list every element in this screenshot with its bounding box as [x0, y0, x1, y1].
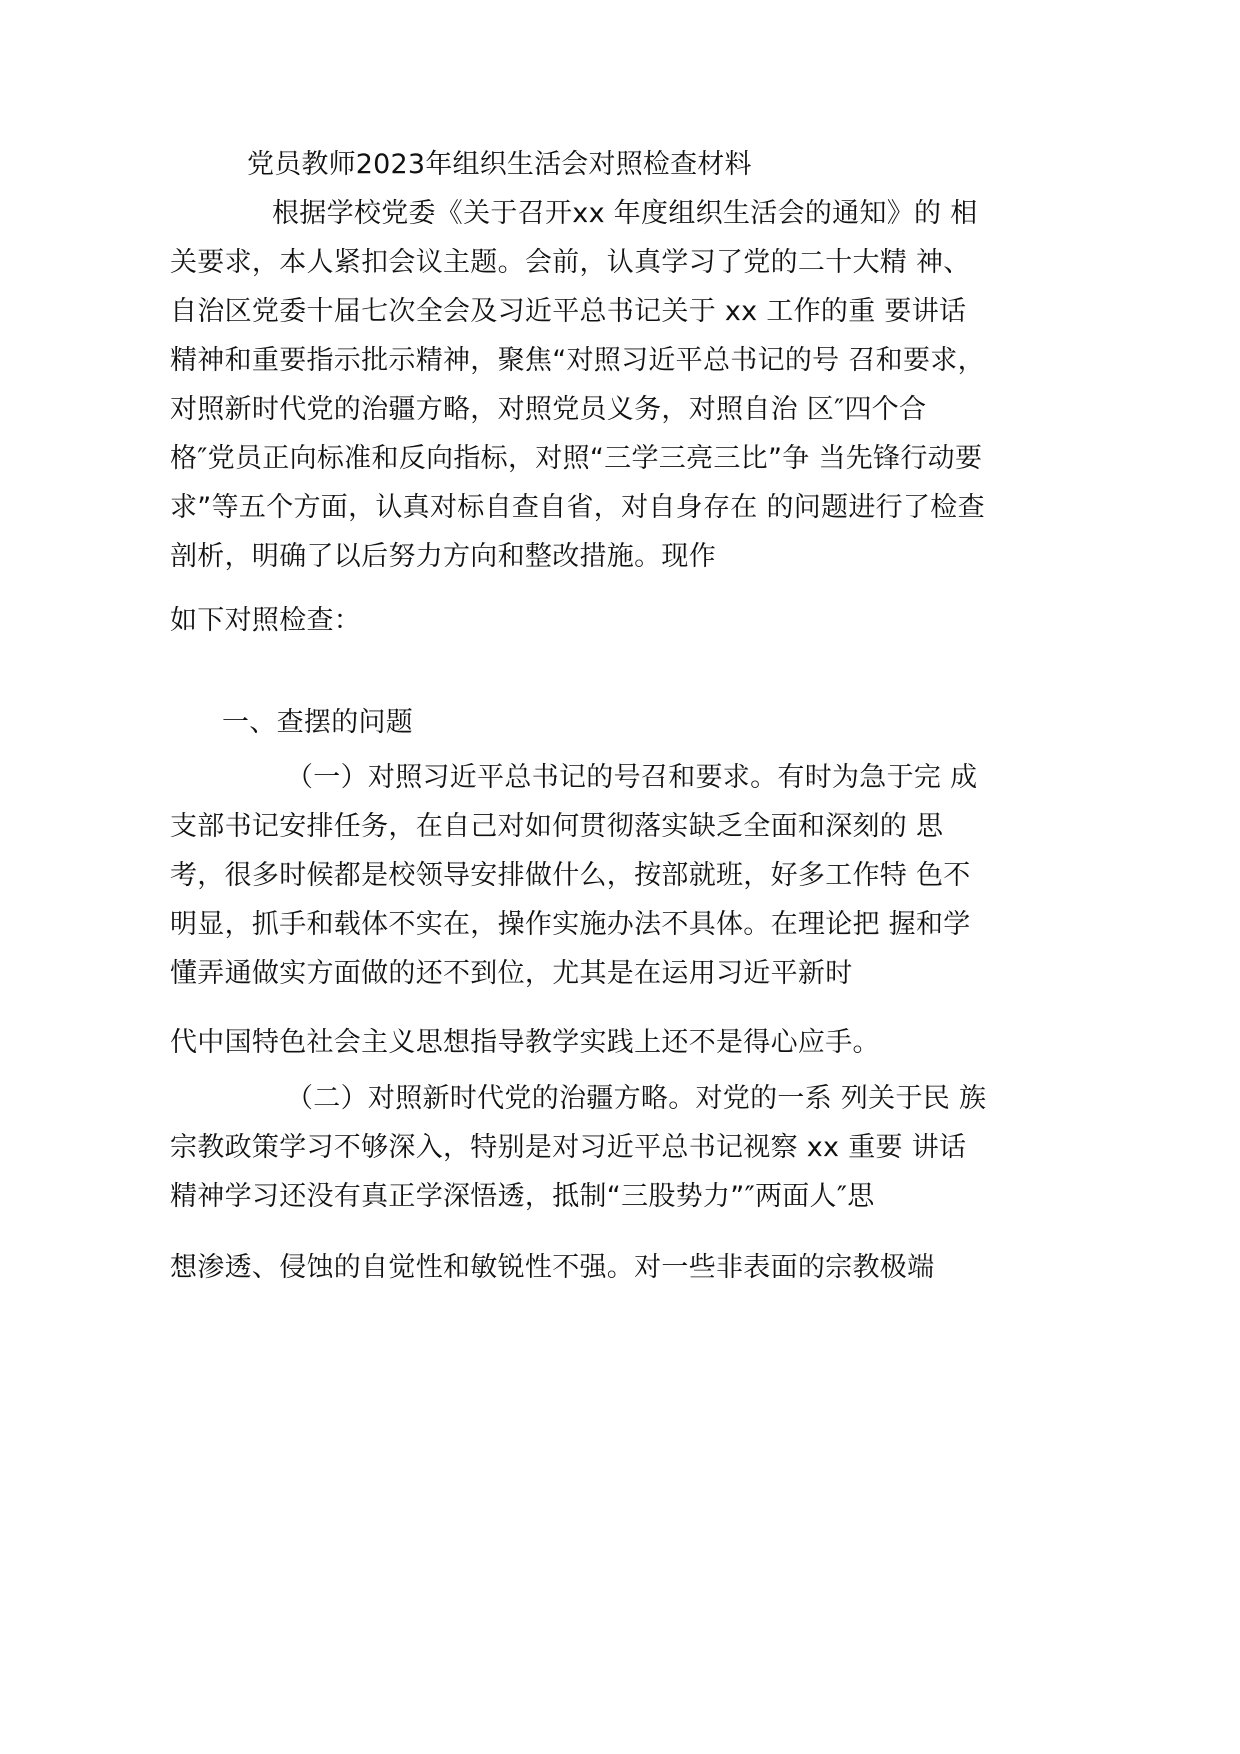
- document-title: 党员教师2023年组织生活会对照检查材料: [247, 149, 752, 180]
- paragraph-1-line-1: 根据学校党委《关于召开xx 年度组织生活会的通知》的 相: [272, 198, 978, 229]
- paragraph-1-line-7: 求”等五个方面，认真对标自查自省，对自身存在 的问题进行了检查: [170, 492, 985, 523]
- paragraph-3-line-3: 考，很多时候都是校领导安排做什么，按部就班，好多工作特 色不: [170, 860, 971, 891]
- paragraph-4-line-1: 代中国特色社会主义思想指导教学实践上还不是得心应手。: [170, 1027, 880, 1058]
- paragraph-1-line-4: 精神和重要指示批示精神，聚焦“对照习近平总书记的号 召和要求，: [170, 345, 985, 376]
- paragraph-5-line-1: （二）对照新时代党的治疆方略。对党的一系 列关于民 族: [286, 1083, 987, 1114]
- paragraph-3-line-1: （一）对照习近平总书记的号召和要求。有时为急于完 成: [286, 762, 978, 793]
- paragraph-5-line-2: 宗教政策学习不够深入，特别是对习近平总书记视察 xx 重要 讲话: [170, 1132, 967, 1163]
- paragraph-2-line-1: 如下对照检查：: [170, 605, 362, 636]
- paragraph-6-line-1: 想渗透、侵蚀的自觉性和敏锐性不强。对一些非表面的宗教极端: [170, 1252, 935, 1283]
- paragraph-1-line-8: 剖析，明确了以后努力方向和整改措施。现作: [170, 541, 716, 572]
- section-heading-1: 一、查摆的问题: [222, 707, 414, 738]
- paragraph-1-line-5: 对照新时代党的治疆方略，对照党员义务，对照自治 区″四个合: [170, 394, 927, 425]
- paragraph-3-line-4: 明显，抓手和载体不实在，操作实施办法不具体。在理论把 握和学: [170, 909, 971, 940]
- paragraph-1-line-2: 关要求，本人紧扣会议主题。会前，认真学习了党的二十大精 神、: [170, 247, 971, 278]
- paragraph-1-line-3: 自治区党委十届七次全会及习近平总书记关于 xx 工作的重 要讲话: [170, 296, 967, 327]
- paragraph-3-line-5: 懂弄通做实方面做的还不到位，尤其是在运用习近平新时: [170, 958, 853, 989]
- paragraph-3-line-2: 支部书记安排任务，在自己对如何贯彻落实缺乏全面和深刻的 思: [170, 811, 944, 842]
- paragraph-5-line-3: 精神学习还没有真正学深悟透，抵制“三股势力”″两面人″思: [170, 1181, 875, 1212]
- paragraph-1-line-6: 格″党员正向标准和反向指标，对照“三学三亮三比”争 当先锋行动要: [170, 443, 983, 474]
